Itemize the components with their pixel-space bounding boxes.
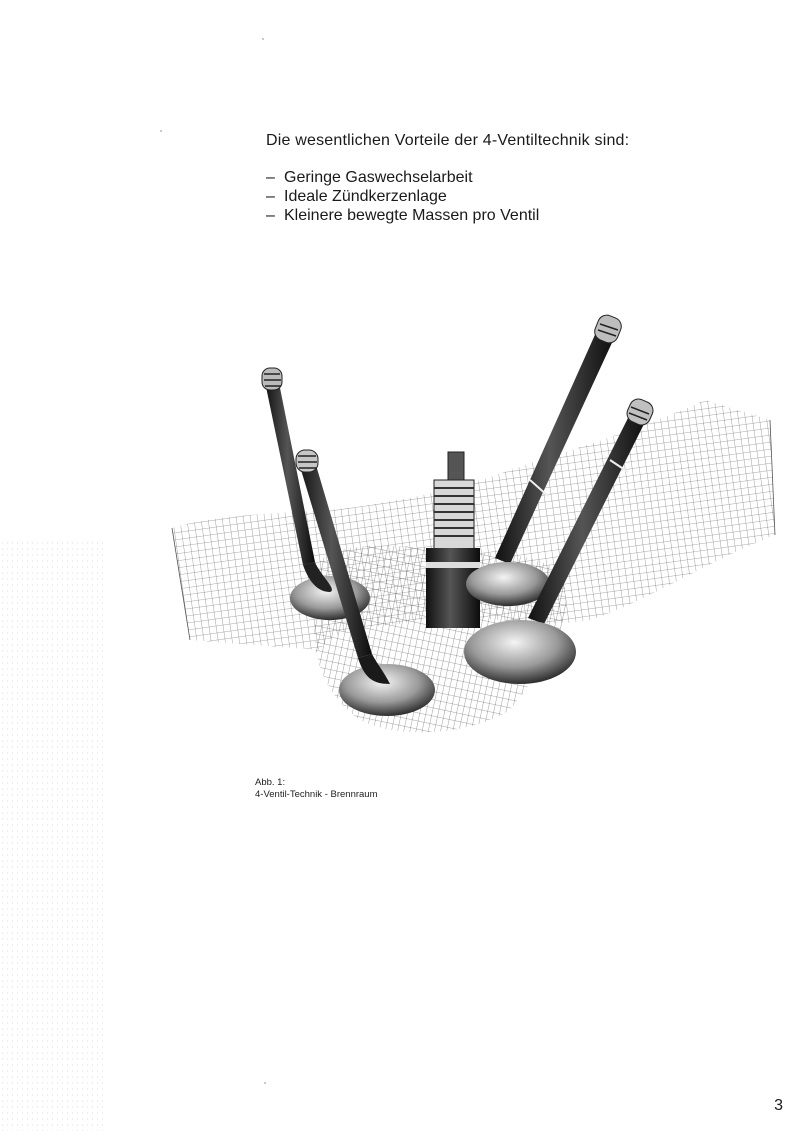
list-item-text: Geringe Gaswechselarbeit <box>284 169 473 186</box>
bullet-dash: – <box>266 169 275 186</box>
advantages-list <box>266 168 539 225</box>
scan-speck <box>160 130 162 132</box>
list-item <box>266 206 539 225</box>
intro-heading: Die wesentlichen Vorteile der 4-Ventiltechnik sind: <box>266 132 630 149</box>
figure-caption <box>255 777 378 801</box>
four-valve-combustion-chamber-illustration <box>170 300 780 760</box>
list-item-text: Ideale Zündkerzenlage <box>284 188 447 205</box>
page-number: 3 <box>774 1097 783 1114</box>
scan-noise <box>0 540 105 1131</box>
bullet-dash: – <box>266 188 275 205</box>
list-item <box>266 168 539 187</box>
scan-speck <box>264 1082 266 1084</box>
caption-label: Abb. 1: <box>255 777 286 788</box>
scan-speck <box>262 38 264 40</box>
spark-plug <box>426 452 480 628</box>
bullet-dash: – <box>266 207 275 224</box>
list-item-text: Kleinere bewegte Massen pro Ventil <box>284 207 540 224</box>
list-item <box>266 187 539 206</box>
caption-text: 4-Ventil-Technik - Brennraum <box>255 789 378 800</box>
